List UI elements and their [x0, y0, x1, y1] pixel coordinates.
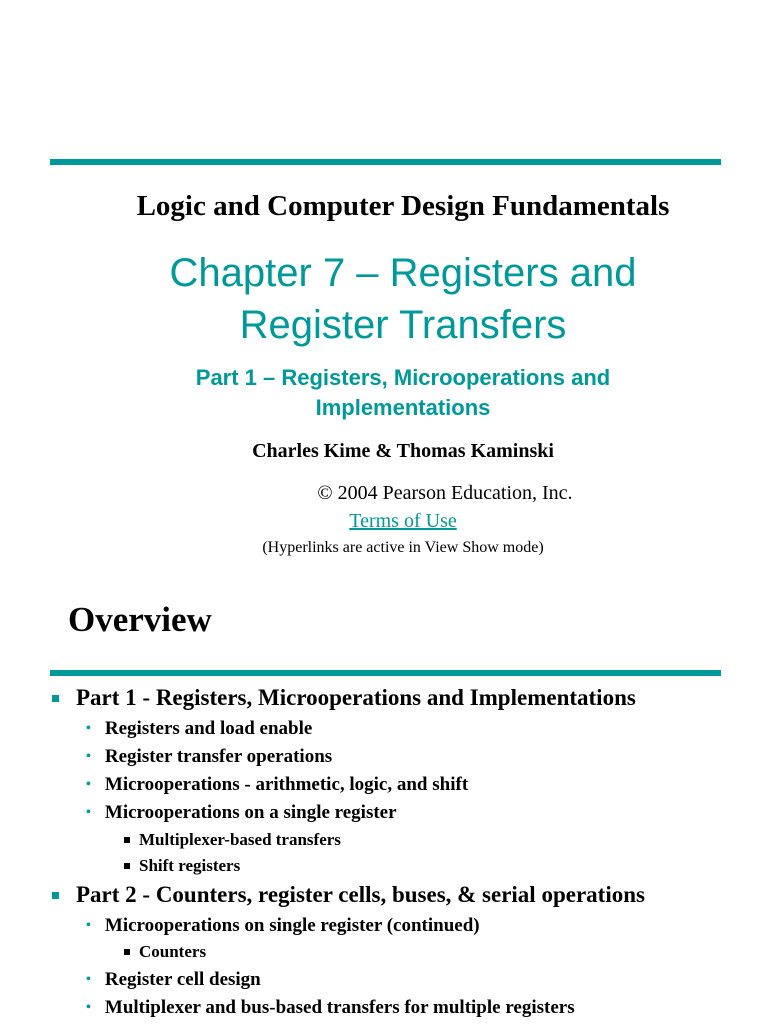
outline-item-text: Shift registers [139, 856, 241, 875]
overview-divider [50, 670, 721, 676]
outline-subitem [124, 942, 206, 962]
outline-item-text: Part 1 - Registers, Microoperations and Implementations [76, 685, 636, 710]
outline-item-part-2 [52, 882, 645, 908]
authors: Charles Kime & Thomas Kaminski [252, 440, 554, 462]
outline-item [86, 746, 332, 768]
chapter-title-line-2: Register Transfers [239, 303, 567, 347]
square-bullet-icon [52, 695, 59, 702]
square-bullet-icon [124, 837, 130, 843]
terms-of-use-link[interactable]: Terms of Use [349, 510, 457, 532]
dot-bullet-icon: • [86, 749, 91, 764]
outline-subitem [124, 830, 341, 850]
chapter-title-line-1: Chapter 7 – Registers and [169, 251, 637, 295]
copyright: © 2004 Pearson Education, Inc. [317, 482, 573, 504]
outline-item [86, 997, 575, 1019]
part-title-line-2: Implementations [315, 395, 491, 420]
part-title-line-1: Part 1 – Registers, Microoperations and [195, 365, 611, 390]
outline-item-part-1 [52, 685, 636, 711]
dot-bullet-icon: • [86, 777, 91, 792]
square-bullet-icon [124, 949, 130, 955]
square-bullet-icon [124, 863, 130, 869]
outline-item [86, 718, 312, 740]
dot-bullet-icon: • [86, 918, 91, 933]
outline-item [86, 802, 397, 824]
outline-item-text: Registers and load enable [104, 718, 313, 739]
outline-subitem [124, 856, 240, 876]
outline-item-text: Counters [139, 942, 207, 961]
dot-bullet-icon: • [86, 972, 91, 987]
square-bullet-icon [52, 892, 59, 899]
top-divider [50, 159, 721, 165]
outline-item [86, 969, 261, 991]
outline-item-text: Microoperations - arithmetic, logic, and shift [104, 774, 469, 795]
part-title [0, 363, 768, 423]
outline-item [86, 915, 480, 937]
course-title: Logic and Computer Design Fundamentals [136, 190, 670, 222]
outline-item-text: Register transfer operations [104, 746, 333, 767]
dot-bullet-icon: • [86, 805, 91, 820]
outline-item-text: Register cell design [104, 969, 261, 990]
hyperlink-note: (Hyperlinks are active in View Show mode) [262, 539, 544, 556]
outline-item-text: Multiplexer-based transfers [139, 830, 341, 849]
outline-item-text: Multiplexer and bus-based transfers for multiple registers [104, 997, 575, 1018]
overview-title: Overview [68, 600, 212, 639]
dot-bullet-icon: • [86, 1000, 91, 1015]
outline-item-text: Microoperations on a single register [104, 802, 397, 823]
outline-item [86, 774, 468, 796]
outline-item-text: Microoperations on single register (continued) [104, 915, 480, 936]
dot-bullet-icon: • [86, 721, 91, 736]
chapter-title [0, 247, 768, 351]
outline-item-text: Part 2 - Counters, register cells, buses, & serial operations [76, 882, 645, 907]
